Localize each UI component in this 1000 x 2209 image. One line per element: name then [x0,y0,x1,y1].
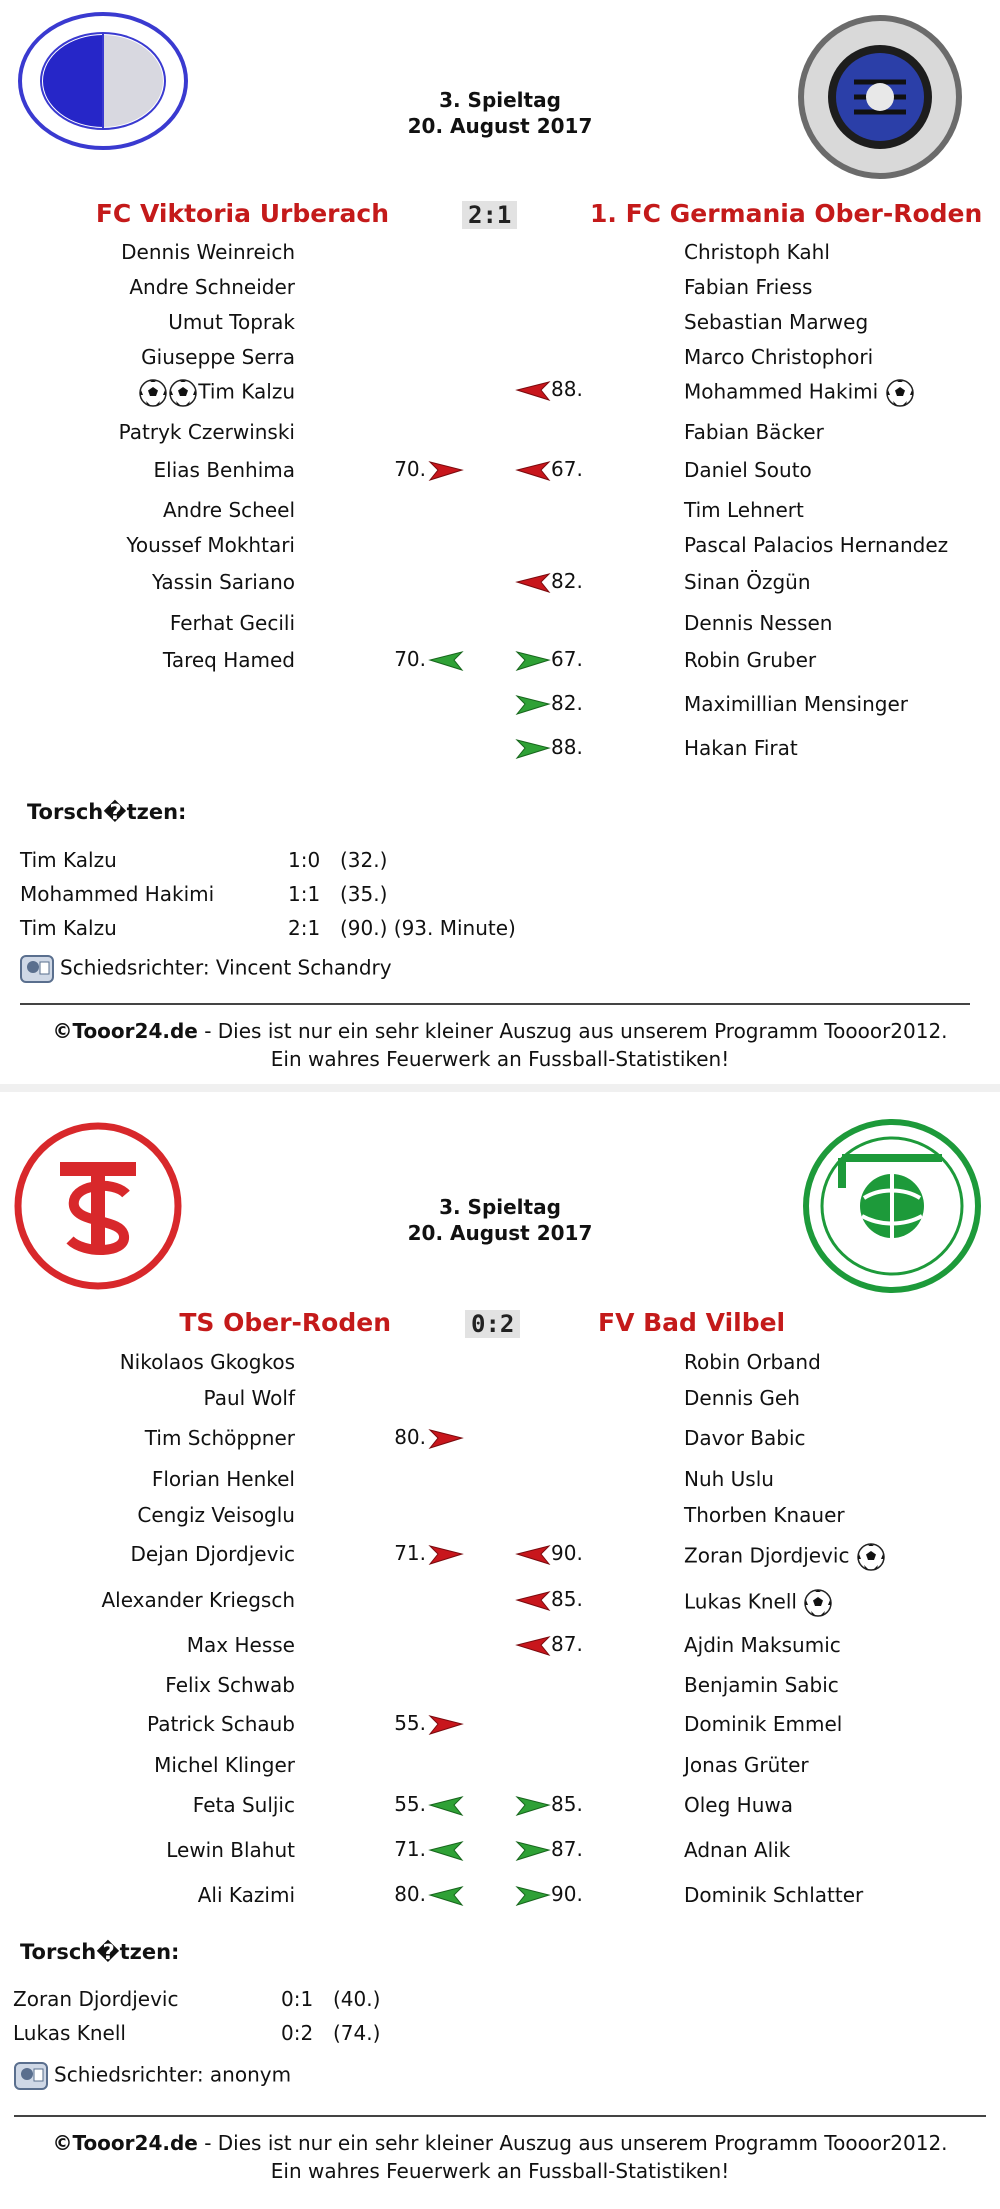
away-player-name: Mohammed Hakimi [684,379,879,404]
home-player-name: Tareq Hamed [162,648,295,672]
sub-in-arrow-icon [515,1881,551,1909]
lineup-row [0,1625,1000,1665]
scorers-list-1 [0,843,700,953]
away-player [684,498,804,522]
away-sub-marker [515,568,551,596]
lineup-row [0,302,1000,342]
scorer-row [0,843,700,877]
scorer-name: Tim Kalzu [20,848,117,872]
away-sub-marker [515,1586,551,1614]
away-player-name: Tim Lehnert [684,498,804,522]
goal-ball-icon [803,1588,833,1618]
sub-in-arrow-icon [515,1836,551,1864]
goal-ball-icon [885,378,915,408]
away-player-name: Jonas Grüter [684,1753,809,1777]
home-player [130,1542,295,1566]
home-player [120,1350,295,1374]
home-player [170,611,295,635]
sub-in-arrow-icon [515,646,551,674]
away-sub-minute: 67. [551,647,583,671]
away-sub-minute: 88. [551,377,583,401]
lineup-row [0,684,1000,724]
away-sub-marker [515,376,551,404]
scorer-name: Tim Kalzu [20,916,117,940]
away-player [684,1503,845,1527]
home-player [163,498,295,522]
away-player-name: Hakan Firat [684,736,798,760]
sub-out-arrow-icon [515,1631,551,1659]
home-player-name: Ali Kazimi [197,1883,295,1907]
home-sub-minute: 71. [394,1837,426,1861]
scorers-list-2 [0,1982,693,2054]
scorer-score: 0:1 [281,1987,314,2011]
away-player-name: Adnan Alik [684,1838,791,1862]
away-sub-marker [515,1836,551,1864]
lineup-row [0,1495,1000,1535]
footer-brand-link[interactable]: ©Tooor24.de [52,2131,198,2155]
home-player-name: Youssef Mokhtari [126,533,295,557]
home-player [119,420,295,444]
away-player [684,1467,774,1491]
scorers-heading: Torsch�tzen: [20,1940,180,1964]
away-player [684,570,811,594]
home-player [121,240,295,264]
final-score: 2:1 [462,201,517,229]
sub-out-arrow-icon [515,568,551,596]
match-1-round: 3. Spieltag [439,88,561,112]
sub-in-arrow-icon [515,734,551,762]
home-sub-minute: 70. [394,647,426,671]
away-player-name: Christoph Kahl [684,240,830,264]
sub-out-arrow-icon [428,1710,464,1738]
lineup-row [0,640,1000,680]
sub-in-arrow-icon [515,690,551,718]
lineup-row [0,1785,1000,1825]
scorer-row [0,877,700,911]
lineup-row [0,490,1000,530]
away-player-name: Robin Gruber [684,648,817,672]
lineup-row [0,1534,1000,1574]
home-player [137,1503,295,1527]
away-sub-minute: 87. [551,1837,583,1861]
lineup-row [0,1745,1000,1785]
away-player [684,648,816,672]
lineup-row [0,1342,1000,1382]
sub-out-arrow-icon [428,1540,464,1568]
home-player-name: Paul Wolf [203,1386,295,1410]
away-sub-minute: 67. [551,457,583,481]
home-player-name: Max Hesse [186,1633,295,1657]
final-score: 0:2 [465,1310,520,1338]
home-player-name: Tim Schöppner [144,1426,295,1450]
away-player [684,1712,842,1736]
footer-text-line2: Ein wahres Feuerwerk an Fussball-Statistiken! [270,1047,730,1071]
home-player [138,378,295,408]
sub-in-arrow-icon [428,1791,464,1819]
scorer-score: 2:1 [288,916,321,940]
home-player-name: Patrick Schaub [147,1712,295,1736]
home-player-name: Giuseppe Serra [141,345,295,369]
home-player-name: Tim Kalzu [198,379,295,404]
away-player-name: Marco Christophori [684,345,874,369]
home-player [166,1838,295,1862]
home-player [129,275,295,299]
scorer-minute: (90.) (93. Minute) [340,916,516,940]
away-sub-marker [515,690,551,718]
away-player [684,1426,806,1450]
lineup-row [0,1665,1000,1705]
referee-text: Schiedsrichter: Vincent Schandry [60,955,392,980]
home-player [101,1588,295,1612]
away-team-name: 1. FC Germania Ober-Roden [590,199,983,228]
away-player-name: Sinan Özgün [684,570,811,594]
home-sub-minute: 70. [394,457,426,481]
away-player-name: Benjamin Sabic [684,1673,839,1697]
footer-text-line2: Ein wahres Feuerwerk an Fussball-Statistiken! [270,2159,730,2183]
away-player [684,1588,833,1618]
away-team-name: FV Bad Vilbel [598,1308,786,1337]
home-sub-marker [428,1540,464,1568]
lineup-row [0,603,1000,643]
match-report-2 [0,1094,1000,2209]
home-player [165,1673,295,1697]
referee [20,953,392,985]
away-player [684,1883,863,1907]
footer-text-line1: - Dies ist nur ein sehr kleiner Auszug aus unserem Programm Toooor2012. [197,1019,948,1043]
away-player-name: Sebastian Marweg [684,310,869,334]
home-player [168,310,295,334]
away-player-name: Fabian Bäcker [684,420,824,444]
home-player [145,1426,295,1450]
home-sub-minute: 55. [394,1792,426,1816]
home-player-name: Florian Henkel [151,1467,295,1491]
away-sub-marker [515,1881,551,1909]
goal-ball-icon [168,378,198,408]
away-player [684,275,812,299]
away-sub-marker [515,1791,551,1819]
away-player [684,1838,790,1862]
scorer-score: 0:2 [281,2021,314,2045]
away-player [684,533,948,557]
away-player [684,611,832,635]
home-player-name: Yassin Sariano [151,570,295,594]
scorer-name: Mohammed Hakimi [20,882,215,906]
home-player-name: Umut Toprak [168,310,295,334]
home-player [141,345,295,369]
lineup-2 [0,1342,1000,1952]
away-player-name: Ajdin Maksumic [684,1633,841,1657]
away-player [684,310,868,334]
referee [14,2060,291,2092]
away-player-name: Lukas Knell [684,1589,797,1614]
sub-out-arrow-icon [515,456,551,484]
away-sub-minute: 87. [551,1632,583,1656]
home-player-name: Dejan Djordjevic [130,1542,295,1566]
scorer-score: 1:0 [288,848,321,872]
home-player [163,648,295,672]
home-player-name: Lewin Blahut [166,1838,295,1862]
footer [0,2129,1000,2185]
match-1-date: 20. August 2017 [407,114,593,138]
home-player [147,1712,295,1736]
scorer-name: Lukas Knell [13,2021,126,2045]
sub-in-arrow-icon [428,646,464,674]
away-player-name: Nuh Uslu [684,1467,774,1491]
home-sub-minute: 80. [394,1882,426,1906]
match-2-date: 20. August 2017 [407,1221,593,1245]
away-player-name: Robin Orband [684,1350,821,1374]
scorer-minute: (74.) [333,2021,381,2045]
lineup-1 [0,232,1000,792]
lineup-row [0,1704,1000,1744]
sub-in-arrow-icon [428,1836,464,1864]
away-player [684,1753,809,1777]
home-player-name: Ferhat Gecili [169,611,295,635]
scorers-heading: Torsch�tzen: [27,800,187,824]
lineup-row [0,1418,1000,1458]
divider [20,1003,970,1005]
away-player-name: Fabian Friess [684,275,813,299]
away-sub-marker [515,646,551,674]
away-player-name: Oleg Huwa [684,1793,793,1817]
away-player [684,345,873,369]
away-player [684,1673,839,1697]
home-player-name: Andre Schneider [129,275,295,299]
away-sub-marker [515,456,551,484]
sub-out-arrow-icon [515,1586,551,1614]
home-player [152,570,295,594]
away-player-name: Dominik Schlatter [684,1883,864,1907]
lineup-row [0,1875,1000,1915]
lineup-row [0,267,1000,307]
away-player [684,1633,841,1657]
home-player [187,1633,295,1657]
home-sub-minute: 80. [394,1425,426,1449]
away-player [684,1350,821,1374]
home-player-name: Felix Schwab [165,1673,295,1697]
away-player-name: Thorben Knauer [684,1503,845,1527]
scorer-minute: (32.) [340,848,388,872]
referee-icon [20,953,54,985]
home-player [152,1467,295,1491]
home-sub-marker [428,1424,464,1452]
home-player-name: Feta Suljic [192,1793,295,1817]
goal-ball-icon [856,1542,886,1572]
home-sub-marker [428,1710,464,1738]
sub-out-arrow-icon [515,1540,551,1568]
away-sub-minute: 85. [551,1792,583,1816]
lineup-row [0,728,1000,768]
lineup-row [0,1459,1000,1499]
away-player-name: Dennis Nessen [684,611,833,635]
lineup-row [0,412,1000,452]
scorer-row [0,911,700,945]
scorer-minute: (40.) [333,1987,381,2011]
lineup-row [0,525,1000,565]
away-player-name: Zoran Djordjevic [684,1543,850,1568]
referee-text: Schiedsrichter: anonym [54,2062,292,2087]
home-team-name: FC Viktoria Urberach [95,199,389,228]
match-report-1 [0,0,1000,1082]
home-team-name: TS Ober-Roden [179,1308,391,1337]
home-sub-minute: 71. [394,1541,426,1565]
sub-out-arrow-icon [428,1424,464,1452]
footer [0,1017,1000,1073]
away-player-name: Maximillian Mensinger [684,692,909,716]
away-sub-minute: 82. [551,691,583,715]
home-player [126,533,295,557]
away-player-name: Daniel Souto [684,458,812,482]
away-player-name: Dennis Geh [684,1386,800,1410]
away-sub-marker [515,1631,551,1659]
away-player-name: Pascal Palacios Hernandez [684,533,949,557]
home-player-name: Elias Benhima [153,458,295,482]
home-player-name: Andre Scheel [162,498,295,522]
home-player-name: Nikolaos Gkogkos [119,1350,295,1374]
away-player-name: Dominik Emmel [684,1712,843,1736]
lineup-row [0,370,1000,410]
away-sub-marker [515,1540,551,1568]
away-player [684,378,915,408]
home-player-name: Michel Klinger [154,1753,295,1777]
home-player-name: Cengiz Veisoglu [137,1503,295,1527]
home-player-name: Alexander Kriegsch [101,1588,295,1612]
away-player [684,736,798,760]
goal-ball-icon [138,378,168,408]
lineup-row [0,1830,1000,1870]
home-sub-marker [428,1791,464,1819]
away-sub-minute: 90. [551,1882,583,1906]
scorer-row [0,2016,693,2050]
referee-icon [14,2060,48,2092]
scorer-row [0,1982,693,2016]
home-sub-minute: 55. [394,1711,426,1735]
lineup-row [0,562,1000,602]
divider [14,2115,986,2117]
sub-in-arrow-icon [515,1791,551,1819]
home-sub-marker [428,456,464,484]
away-sub-marker [515,734,551,762]
sub-in-arrow-icon [428,1881,464,1909]
away-sub-minute: 88. [551,735,583,759]
match-2-round: 3. Spieltag [439,1195,561,1219]
home-sub-marker [428,646,464,674]
footer-text-line1: - Dies ist nur ein sehr kleiner Auszug aus unserem Programm Toooor2012. [197,2131,948,2155]
home-sub-marker [428,1881,464,1909]
lineup-row [0,232,1000,272]
home-sub-marker [428,1836,464,1864]
away-player-name: Davor Babic [684,1426,806,1450]
scorer-minute: (35.) [340,882,388,906]
away-player [684,692,908,716]
away-player [684,1793,793,1817]
home-player [204,1386,295,1410]
scorer-score: 1:1 [288,882,321,906]
away-sub-minute: 90. [551,1541,583,1565]
scorer-name: Zoran Djordjevic [13,1987,179,2011]
home-player [154,458,295,482]
away-player [684,1386,800,1410]
section-separator [0,1084,1000,1092]
away-sub-minute: 82. [551,569,583,593]
footer-brand-link[interactable]: ©Tooor24.de [52,1019,198,1043]
away-player [684,420,824,444]
away-player [684,1542,886,1572]
away-sub-minute: 85. [551,1587,583,1611]
sub-out-arrow-icon [515,376,551,404]
away-player [684,458,812,482]
home-player-name: Dennis Weinreich [121,240,295,264]
home-player [198,1883,295,1907]
home-player [193,1793,295,1817]
lineup-row [0,1580,1000,1620]
sub-out-arrow-icon [428,456,464,484]
lineup-row [0,450,1000,490]
home-player-name: Patryk Czerwinski [118,420,295,444]
away-player [684,240,830,264]
lineup-row [0,1378,1000,1418]
home-player [154,1753,295,1777]
